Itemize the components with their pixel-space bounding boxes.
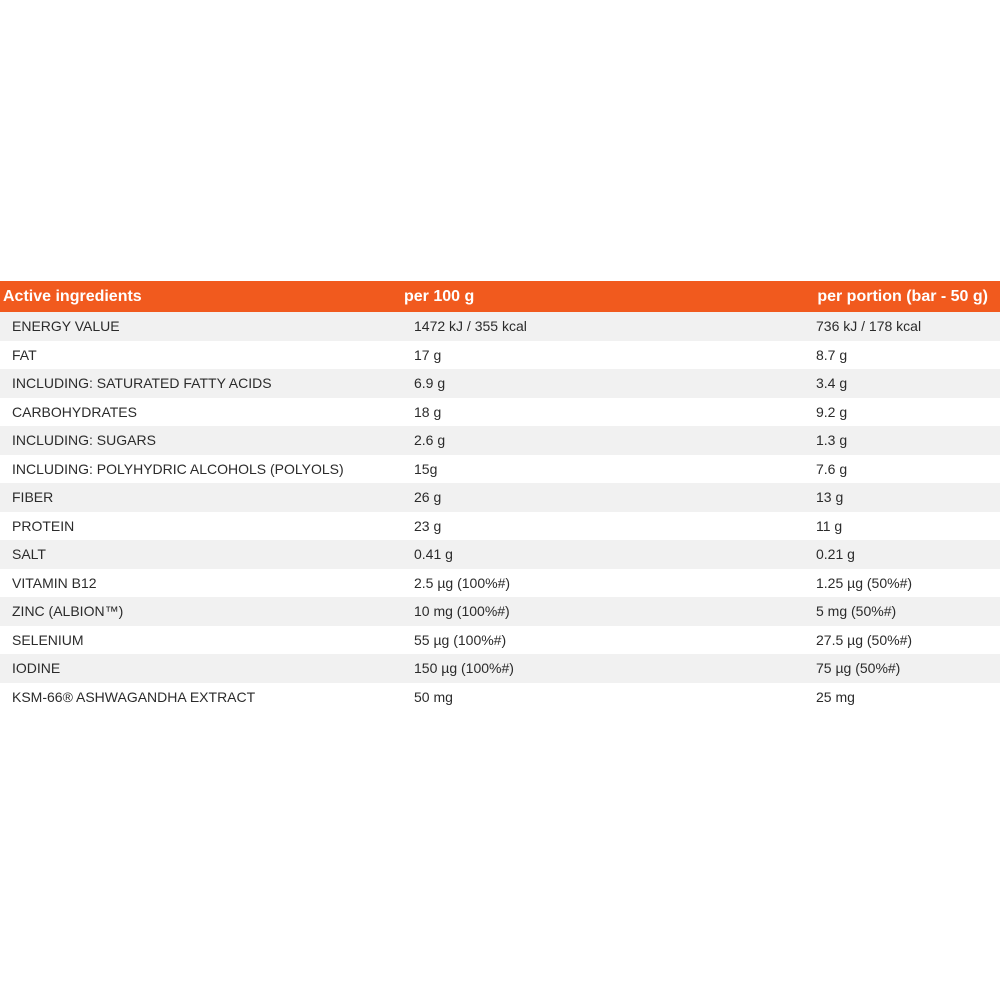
value-per-100g: 6.9 g bbox=[414, 375, 446, 391]
ingredient-name: CARBOHYDRATES bbox=[12, 403, 137, 420]
value-per-100g: 55 µg (100%#) bbox=[414, 631, 507, 648]
value-per-portion: 5 mg (50%#) bbox=[816, 603, 897, 619]
value-per-portion: 27.5 µg (50%#) bbox=[816, 631, 913, 648]
table-row bbox=[0, 341, 1000, 370]
table-row bbox=[0, 369, 1000, 398]
table-row bbox=[0, 626, 1000, 655]
value-per-100g: 50 mg bbox=[414, 688, 453, 705]
value-per-portion: 13 g bbox=[816, 489, 844, 505]
header-active-ingredients: Active ingredients bbox=[3, 288, 142, 305]
value-per-100g: 15g bbox=[414, 460, 438, 477]
value-per-100g: 2.6 g bbox=[414, 432, 446, 448]
table-row bbox=[0, 312, 1000, 341]
table-row bbox=[0, 483, 1000, 512]
table-body bbox=[0, 312, 1000, 711]
table-row bbox=[0, 455, 1000, 484]
value-per-100g: 23 g bbox=[414, 517, 442, 534]
ingredient-name: ENERGY VALUE bbox=[12, 318, 120, 334]
ingredient-name: INCLUDING: SUGARS bbox=[12, 432, 156, 448]
value-per-100g: 0.41 g bbox=[414, 546, 453, 562]
ingredient-name: VITAMIN B12 bbox=[12, 574, 97, 591]
table-row bbox=[0, 426, 1000, 455]
table-row bbox=[0, 654, 1000, 683]
value-per-100g: 18 g bbox=[414, 403, 442, 420]
ingredient-name: KSM-66® ASHWAGANDHA EXTRACT bbox=[12, 688, 256, 705]
value-per-portion: 7.6 g bbox=[816, 460, 848, 477]
value-per-portion: 11 g bbox=[816, 517, 843, 534]
ingredient-name: SELENIUM bbox=[12, 631, 84, 648]
value-per-100g: 26 g bbox=[414, 489, 442, 505]
value-per-100g: 2.5 µg (100%#) bbox=[414, 574, 511, 591]
header-per-portion: per portion (bar - 50 g) bbox=[817, 288, 988, 305]
value-per-portion: 1.3 g bbox=[816, 432, 848, 448]
ingredient-name: FIBER bbox=[12, 489, 54, 505]
value-per-100g: 150 µg (100%#) bbox=[414, 660, 514, 676]
value-per-portion: 75 µg (50%#) bbox=[816, 660, 901, 676]
value-per-portion: 8.7 g bbox=[816, 346, 848, 363]
table-row bbox=[0, 540, 1000, 569]
value-per-portion: 3.4 g bbox=[816, 375, 848, 391]
table-row bbox=[0, 512, 1000, 541]
table-row bbox=[0, 597, 1000, 626]
value-per-portion: 9.2 g bbox=[816, 403, 848, 420]
ingredient-name: ZINC (ALBION™) bbox=[12, 603, 124, 619]
value-per-portion: 0.21 g bbox=[816, 546, 855, 562]
table-row bbox=[0, 398, 1000, 427]
header-per-100g: per 100 g bbox=[404, 288, 475, 305]
ingredient-name: SALT bbox=[12, 546, 46, 562]
ingredient-name: FAT bbox=[12, 346, 37, 363]
ingredient-name: INCLUDING: POLYHYDRIC ALCOHOLS (POLYOLS) bbox=[12, 460, 344, 477]
table-header bbox=[0, 281, 1000, 312]
ingredient-name: PROTEIN bbox=[12, 517, 75, 534]
value-per-portion: 25 mg bbox=[816, 688, 855, 705]
table-row bbox=[0, 569, 1000, 598]
value-per-100g: 10 mg (100%#) bbox=[414, 603, 510, 619]
ingredient-name: IODINE bbox=[12, 660, 61, 676]
value-per-portion: 1.25 µg (50%#) bbox=[816, 574, 913, 591]
ingredient-name: INCLUDING: SATURATED FATTY ACIDS bbox=[12, 375, 272, 391]
value-per-100g: 17 g bbox=[414, 346, 442, 363]
table-row bbox=[0, 683, 1000, 712]
nutrition-table bbox=[0, 281, 1000, 711]
value-per-100g: 1472 kJ / 355 kcal bbox=[414, 318, 527, 334]
value-per-portion: 736 kJ / 178 kcal bbox=[816, 318, 922, 334]
